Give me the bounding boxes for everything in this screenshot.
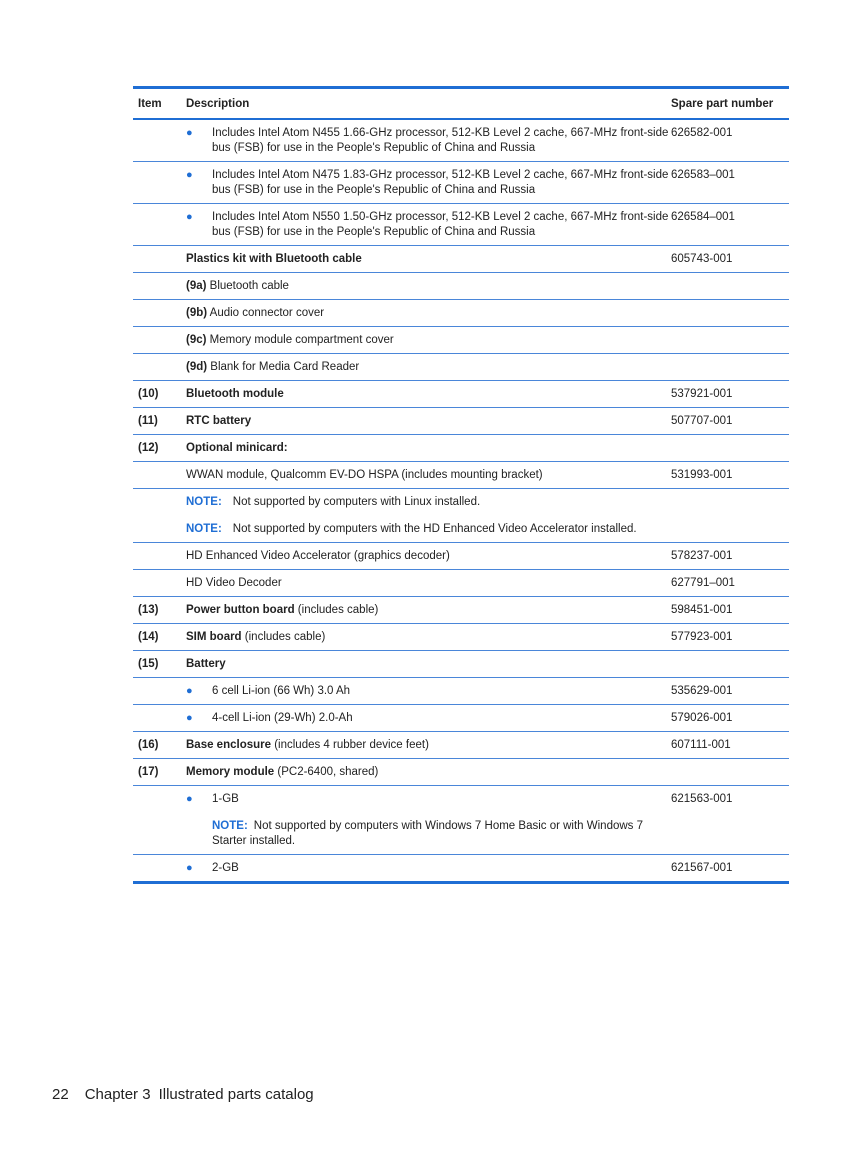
- item-description: [186, 738, 671, 753]
- table-row: [133, 705, 789, 732]
- description-text: Bluetooth cable: [206, 280, 289, 292]
- header-description: Description: [186, 98, 250, 110]
- page-footer: [52, 1086, 330, 1104]
- note: [186, 522, 671, 537]
- page-number: 22: [52, 1086, 69, 1103]
- header-item: Item: [138, 98, 162, 110]
- bullet-icon: ●: [186, 211, 193, 223]
- table-row: [133, 855, 789, 881]
- description-text: WWAN module, Qualcomm EV-DO HSPA (includes mounting bracket): [186, 469, 543, 481]
- chapter-title: Illustrated parts catalog: [158, 1086, 314, 1103]
- item-description: [186, 711, 671, 726]
- bullet-text: 1-GB: [212, 793, 239, 805]
- bullet-text: 6 cell Li-ion (66 Wh) 3.0 Ah: [212, 685, 351, 697]
- description-text: (includes cable): [294, 604, 379, 616]
- table-row: [133, 246, 789, 273]
- bullet-icon: ●: [186, 127, 193, 139]
- spare-part-number: 607111-001: [671, 739, 731, 751]
- item-description: [186, 126, 671, 156]
- description-bold: Optional minicard:: [186, 442, 288, 454]
- note-label: NOTE:: [186, 523, 222, 535]
- table-row: [133, 120, 789, 162]
- spare-part-number: 507707-001: [671, 415, 733, 427]
- note-label: NOTE:: [186, 496, 222, 508]
- table-row: [133, 300, 789, 327]
- spare-part-number: 579026-001: [671, 712, 733, 724]
- item-number: (14): [138, 631, 159, 643]
- item-description: [186, 441, 671, 456]
- description-text: (PC2-6400, shared): [274, 766, 379, 778]
- description-bold: (9d): [186, 361, 208, 373]
- description-bold: Battery: [186, 658, 226, 670]
- description-bold: Memory module: [186, 766, 275, 778]
- table-row: [133, 408, 789, 435]
- spare-part-number: 626583–001: [671, 169, 735, 181]
- item-number: (15): [138, 658, 159, 670]
- item-description: [186, 252, 671, 267]
- bullet-line: [186, 711, 671, 726]
- bullet-icon: ●: [186, 862, 193, 874]
- spare-part-number: 626584–001: [671, 211, 735, 223]
- description-bold: SIM board: [186, 631, 242, 643]
- note-text: Not supported by computers with Linux installed.: [232, 496, 481, 508]
- item-description: [186, 468, 671, 483]
- table-row: [133, 597, 789, 624]
- description-text: (includes cable): [241, 631, 326, 643]
- item-description: [186, 765, 671, 780]
- item-description: [186, 414, 671, 429]
- item-description: [186, 360, 671, 375]
- item-description: [186, 549, 671, 564]
- header-spare-part-number: Spare part number: [671, 98, 774, 110]
- table-header: [133, 89, 789, 120]
- bullet-line: [186, 861, 671, 876]
- table-row: [133, 273, 789, 300]
- table-row: [133, 462, 789, 489]
- table-row: [133, 204, 789, 246]
- bullet-text: 4-cell Li-ion (29-Wh) 2.0-Ah: [212, 712, 353, 724]
- item-description: [186, 333, 671, 348]
- spare-part-number: 621563-001: [671, 793, 733, 805]
- item-description: [186, 495, 671, 537]
- table-body: [133, 120, 789, 881]
- description-text: Memory module compartment cover: [206, 334, 394, 346]
- item-description: [186, 168, 671, 198]
- description-text: HD Enhanced Video Accelerator (graphics decoder): [186, 550, 450, 562]
- note-text: Not supported by computers with Windows 7 Home Basic or with Windows 7 Starter installed.: [212, 820, 644, 847]
- spare-part-number: 537921-001: [671, 388, 733, 400]
- bullet-line: [186, 684, 671, 699]
- spare-part-number: 577923-001: [671, 631, 733, 643]
- item-number: (12): [138, 442, 159, 454]
- spare-part-number: 578237-001: [671, 550, 733, 562]
- spare-part-number: 598451-001: [671, 604, 733, 616]
- note-label: NOTE:: [212, 820, 248, 832]
- description-text: HD Video Decoder: [186, 577, 282, 589]
- table-row: [133, 327, 789, 354]
- item-description: [186, 792, 671, 849]
- note: [186, 819, 671, 849]
- item-description: [186, 387, 671, 402]
- item-description: [186, 576, 671, 591]
- bullet-line: [186, 210, 671, 240]
- description-bold: (9a): [186, 280, 207, 292]
- table-row: [133, 435, 789, 462]
- item-number: (11): [138, 415, 158, 427]
- bullet-line: [186, 168, 671, 198]
- bullet-icon: ●: [186, 685, 193, 697]
- item-number: (17): [138, 766, 159, 778]
- item-number: (13): [138, 604, 159, 616]
- bullet-line: [186, 126, 671, 156]
- description-bold: Base enclosure: [186, 739, 272, 751]
- description-text: Blank for Media Card Reader: [207, 361, 360, 373]
- description-bold: (9c): [186, 334, 207, 346]
- description-text: Audio connector cover: [207, 307, 325, 319]
- item-description: [186, 210, 671, 240]
- table-row: [133, 651, 789, 678]
- item-description: [186, 603, 671, 618]
- description-bold: Plastics kit with Bluetooth cable: [186, 253, 362, 265]
- item-description: [186, 684, 671, 699]
- chapter-label: Chapter 3: [84, 1086, 151, 1103]
- spare-part-number: 605743-001: [671, 253, 733, 265]
- table-row: [133, 786, 789, 855]
- table-row: [133, 570, 789, 597]
- description-text: (includes 4 rubber device feet): [271, 739, 429, 751]
- bullet-icon: ●: [186, 169, 193, 181]
- table-row: [133, 732, 789, 759]
- table-row: [133, 678, 789, 705]
- spare-part-number: 627791–001: [671, 577, 735, 589]
- item-description: [186, 306, 671, 321]
- spare-part-number: 535629-001: [671, 685, 733, 697]
- table-row: [133, 162, 789, 204]
- table-row: [133, 354, 789, 381]
- bullet-text: Includes Intel Atom N455 1.66-GHz processor, 512-KB Level 2 cache, 667-MHz front-side bus (FSB) for use in the People's Republic of China and Russia: [212, 127, 669, 154]
- spare-part-number: 531993-001: [671, 469, 733, 481]
- bullet-text: 2-GB: [212, 862, 239, 874]
- bullet-text: Includes Intel Atom N475 1.83-GHz processor, 512-KB Level 2 cache, 667-MHz front-side bus (FSB) for use in the People's Republic of China and Russia: [212, 169, 669, 196]
- bullet-line: [186, 792, 671, 807]
- item-description: [186, 861, 671, 876]
- note-text: Not supported by computers with the HD Enhanced Video Accelerator installed.: [232, 523, 637, 535]
- description-bold: Power button board: [186, 604, 295, 616]
- table-row: [133, 624, 789, 651]
- bullet-icon: ●: [186, 712, 193, 724]
- table-row: [133, 759, 789, 786]
- bullet-text: Includes Intel Atom N550 1.50-GHz processor, 512-KB Level 2 cache, 667-MHz front-side bus (FSB) for use in the People's Republic of China and Russia: [212, 211, 669, 238]
- item-number: (10): [138, 388, 159, 400]
- spare-part-number: 621567-001: [671, 862, 733, 874]
- description-bold: (9b): [186, 307, 208, 319]
- description-bold: RTC battery: [186, 415, 252, 427]
- note: [186, 495, 671, 510]
- spare-part-number: 626582-001: [671, 127, 733, 139]
- table-row: [133, 543, 789, 570]
- description-bold: Bluetooth module: [186, 388, 284, 400]
- item-description: [186, 279, 671, 294]
- item-number: (16): [138, 739, 159, 751]
- bullet-icon: ●: [186, 793, 193, 805]
- item-description: [186, 657, 671, 672]
- item-description: [186, 630, 671, 645]
- table-row: [133, 489, 789, 543]
- table-row: [133, 381, 789, 408]
- parts-table: [133, 86, 789, 884]
